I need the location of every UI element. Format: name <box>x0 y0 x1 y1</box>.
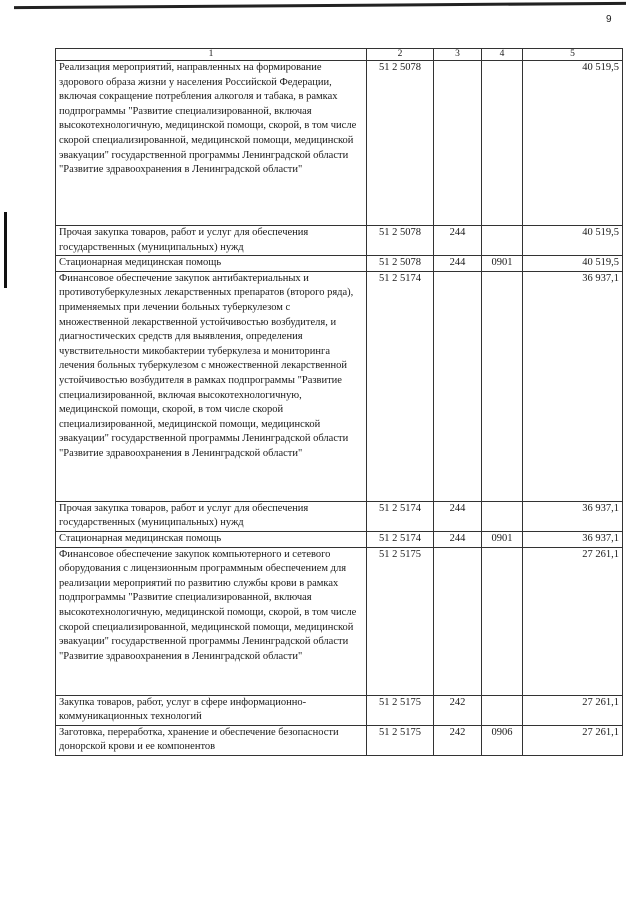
table-row <box>56 256 623 272</box>
row-code: 51 2 5174 <box>367 501 434 531</box>
column-header: 5 <box>523 49 623 61</box>
row-col4 <box>482 61 523 226</box>
row-amount: 27 261,1 <box>523 695 623 725</box>
row-code: 51 2 5174 <box>367 531 434 547</box>
row-col4 <box>482 501 523 531</box>
table-row <box>56 501 623 531</box>
row-col3: 244 <box>434 256 482 272</box>
row-amount: 40 519,5 <box>523 226 623 256</box>
row-amount: 40 519,5 <box>523 256 623 272</box>
row-description: Финансовое обеспечение закупок компьютерного и сетевого оборудования с лицензионным программным обеспечением для реализации мероприятий по развитию службы крови в рамках подпрограммы "Развитие специализированной, включая высокотехнологичную, медицинской помощи, скорой, в том числе скорой специализированной, медицинской помощи, медицинской эвакуации" государственной программы Ленинградской области "Развитие здравоохранения в Ленинградской области" <box>56 547 367 695</box>
page-number: 9 <box>606 14 612 25</box>
row-code: 51 2 5175 <box>367 725 434 755</box>
row-code: 51 2 5078 <box>367 226 434 256</box>
table-row <box>56 61 623 226</box>
row-description: Прочая закупка товаров, работ и услуг для обеспечения государственных (муниципальных) нужд <box>56 501 367 531</box>
row-code: 51 2 5175 <box>367 547 434 695</box>
table-row <box>56 531 623 547</box>
row-col4: 0901 <box>482 256 523 272</box>
row-col3: 244 <box>434 501 482 531</box>
budget-table <box>55 48 623 756</box>
row-amount: 27 261,1 <box>523 725 623 755</box>
column-header: 1 <box>56 49 367 61</box>
row-amount: 36 937,1 <box>523 271 623 501</box>
column-header: 3 <box>434 49 482 61</box>
row-col3: 244 <box>434 226 482 256</box>
table-header-row <box>56 49 623 61</box>
column-header: 4 <box>482 49 523 61</box>
row-description: Реализация мероприятий, направленных на формирование здорового образа жизни у населения Российской Федерации, включая сокращение потребления алкоголя и табака, в рамках подпрограммы "Развитие специализированной, включая высокотехнологичную, медицинской помощи, скорой, в том числе скорой специализированной, медицинской помощи, медицинской эвакуации" государственной программы Ленинградской области "Развитие здравоохранения в Ленинградской области" <box>56 61 367 226</box>
row-amount: 40 519,5 <box>523 61 623 226</box>
row-code: 51 2 5174 <box>367 271 434 501</box>
table-row <box>56 226 623 256</box>
table-row <box>56 725 623 755</box>
row-description: Прочая закупка товаров, работ и услуг для обеспечения государственных (муниципальных) нужд <box>56 226 367 256</box>
margin-bar <box>4 212 7 288</box>
row-description: Закупка товаров, работ, услуг в сфере информационно-коммуникационных технологий <box>56 695 367 725</box>
row-col3: 244 <box>434 531 482 547</box>
row-description: Стационарная медицинская помощь <box>56 531 367 547</box>
row-col4 <box>482 695 523 725</box>
row-amount: 36 937,1 <box>523 501 623 531</box>
table-row <box>56 271 623 501</box>
row-col4 <box>482 226 523 256</box>
row-description: Стационарная медицинская помощь <box>56 256 367 272</box>
column-header: 2 <box>367 49 434 61</box>
row-col3 <box>434 547 482 695</box>
top-rule <box>14 2 626 9</box>
table-row <box>56 695 623 725</box>
table-row <box>56 547 623 695</box>
row-description: Финансовое обеспечение закупок антибактериальных и противотуберкулезных лекарственных препаратов (второго ряда), применяемых при лечении больных туберкулезом с множественной лекарственной устойчивостью возбудителя, и диагностических средств для выявления, определения чувствительности микобактерии туберкулеза и мониторинга лечения больных туберкулезом с множественной лекарственной устойчивостью возбудителя в рамках подпрограммы "Развитие специализированной, включая высокотехнологичную, медицинской помощи, скорой, в том числе скорой специализированной, медицинской помощи, медицинской эвакуации" государственной программы Ленинградской области "Развитие здравоохранения в Ленинградской области" <box>56 271 367 501</box>
row-col4: 0906 <box>482 725 523 755</box>
row-amount: 27 261,1 <box>523 547 623 695</box>
row-col3: 242 <box>434 695 482 725</box>
row-code: 51 2 5078 <box>367 256 434 272</box>
row-col4: 0901 <box>482 531 523 547</box>
row-col4 <box>482 271 523 501</box>
row-amount: 36 937,1 <box>523 531 623 547</box>
row-description: Заготовка, переработка, хранение и обеспечение безопасности донорской крови и ее компонентов <box>56 725 367 755</box>
row-code: 51 2 5078 <box>367 61 434 226</box>
row-col3 <box>434 61 482 226</box>
row-col3: 242 <box>434 725 482 755</box>
row-code: 51 2 5175 <box>367 695 434 725</box>
row-col3 <box>434 271 482 501</box>
row-col4 <box>482 547 523 695</box>
